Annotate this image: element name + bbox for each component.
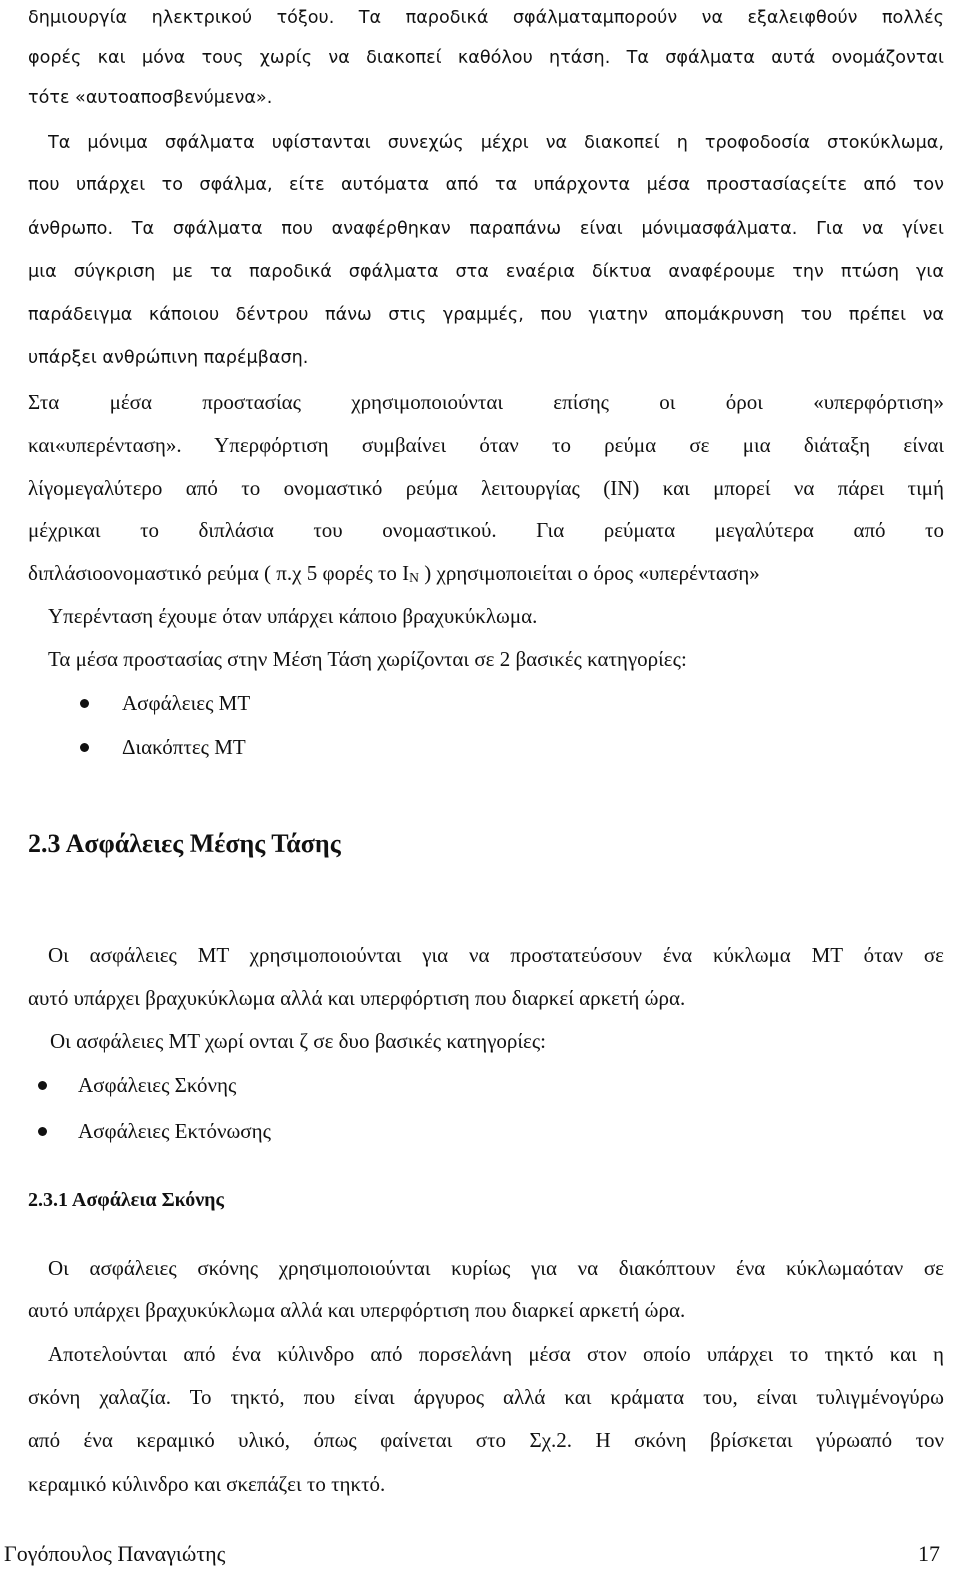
list-item-text: Διακόπτες ΜΤ — [122, 735, 246, 759]
text-line: Υπερένταση έχουμε όταν υπάρχει κάποιο βραχυκύκλωμα. — [48, 604, 538, 628]
text-line: δημιουργία ηλεκτρικού τόξου. Τα παροδικά σφάλματαμπορούν να εξαλειφθούν πολλές — [28, 8, 944, 28]
text-line: άνθρωπο. Τα σφάλματα που αναφέρθηκαν παραπάνω είναι μόνιμασφάλματα. Για να γίνει — [28, 219, 944, 239]
list-item — [80, 683, 680, 723]
subsection-heading: 2.3.1 Ασφάλεια Σκόνης — [28, 1189, 224, 1211]
text-line: κεραμικό κύλινδρο και σκεπάζει το τηκτό. — [28, 1472, 386, 1496]
list-item-text: Ασφάλειες ΜΤ — [122, 691, 251, 715]
text-line: σκόνη χαλαζία. Το τηκτό, που είναι άργυρος αλλά και κράματα του, είναι τυλιγμένογύρω — [28, 1385, 944, 1409]
text-line: Οι ασφάλειες σκόνης χρησιμοποιούνται κυρίως για να διακόπτουν ένα κύκλωμαόταν σε — [48, 1256, 944, 1280]
text-line: Οι ασφάλειες ΜΤ χωρί ονται ζ σε δυο βασικές κατηγορίες: — [50, 1029, 547, 1053]
text-line: Στα μέσα προστασίας χρησιμοποιούνται επίσης οι όροι «υπερφόρτιση» — [28, 390, 944, 414]
text-line: τότε «αυτοαποσβενύμενα». — [28, 88, 273, 108]
text-segment: διπλάσιοονομαστικό ρεύμα ( π.χ 5 φορές το I — [28, 561, 410, 585]
text-line: αυτό υπάρχει βραχυκύκλωμα αλλά και υπερφόρτιση που διαρκεί αρκετή ώρα. — [28, 1298, 686, 1322]
text-line: από ένα κεραμικό υλικό, όπως φαίνεται στο Σχ.2. Η σκόνη βρίσκεται γύρωαπό τον — [28, 1428, 944, 1452]
text-line: Τα μόνιμα σφάλματα υφίστανται συνεχώς μέχρι να διακοπεί η τροφοδοσία στοκύκλωμα, — [48, 133, 944, 153]
list-item — [38, 1111, 638, 1151]
text-line: φορές και μόνα τους χωρίς να διακοπεί καθόλου ητάση. Τα σφάλματα αυτά ονομάζονται — [28, 48, 944, 68]
bullet-icon — [80, 743, 89, 752]
page-number: 17 — [918, 1541, 940, 1566]
list-item — [80, 727, 680, 767]
text-line: και«υπερένταση». Υπερφόρτιση συμβαίνει όταν το ρεύμα σε μια διάταξη είναι — [28, 433, 944, 457]
section-heading: 2.3 Ασφάλειες Μέσης Τάσης — [28, 829, 341, 858]
text-line: υπάρξει ανθρώπινη παρέμβαση. — [28, 348, 309, 368]
bullet-icon — [38, 1127, 47, 1136]
bullet-icon — [38, 1081, 47, 1090]
text-line: μια σύγκριση με τα παροδικά σφάλματα στα εναέρια δίκτυα αναφέρουμε την πτώση για — [28, 262, 944, 282]
text-line: αυτό υπάρχει βραχυκύκλωμα αλλά και υπερφόρτιση που διαρκεί αρκετή ώρα. — [28, 986, 686, 1010]
list-item — [38, 1065, 638, 1105]
text-line — [28, 553, 944, 593]
text-line: Οι ασφάλειες ΜΤ χρησιμοποιούνται για να προστατεύσουν ένα κύκλωμα ΜΤ όταν σε — [48, 943, 944, 967]
text-line: Τα μέσα προστασίας στην Μέση Τάση χωρίζονται σε 2 βασικές κατηγορίες: — [48, 647, 687, 671]
text-line: Αποτελούνται από ένα κύλινδρο από πορσελάνη μέσα στον οποίο υπάρχει το τηκτό και η — [48, 1342, 944, 1366]
text-line: μέχρικαι το διπλάσια του ονομαστικού. Για ρεύματα μεγαλύτερα από το — [28, 518, 944, 542]
list-item-text: Ασφάλειες Σκόνης — [78, 1073, 237, 1097]
text-segment: ) χρησιμοποιείται ο όρος «υπερένταση» — [419, 561, 760, 585]
bullet-icon — [80, 699, 89, 708]
footer-author: Γογόπουλος Παναγιώτης — [4, 1541, 226, 1566]
subscript-n: N — [409, 570, 419, 586]
text-line: λίγομεγαλύτερο από το ονομαστικό ρεύμα λειτουργίας (IN) και μπορεί να πάρει τιμή — [28, 476, 944, 500]
list-item-text: Ασφάλειες Εκτόνωσης — [78, 1119, 271, 1143]
text-line: παράδειγμα κάποιου δέντρου πάνω στις γραμμές, που γιατην απομάκρυνση του πρέπει να — [28, 305, 944, 325]
text-line: που υπάρχει το σφάλμα, είτε αυτόματα από τα υπάρχοντα μέσα προστασίαςείτε από τον — [28, 175, 944, 195]
